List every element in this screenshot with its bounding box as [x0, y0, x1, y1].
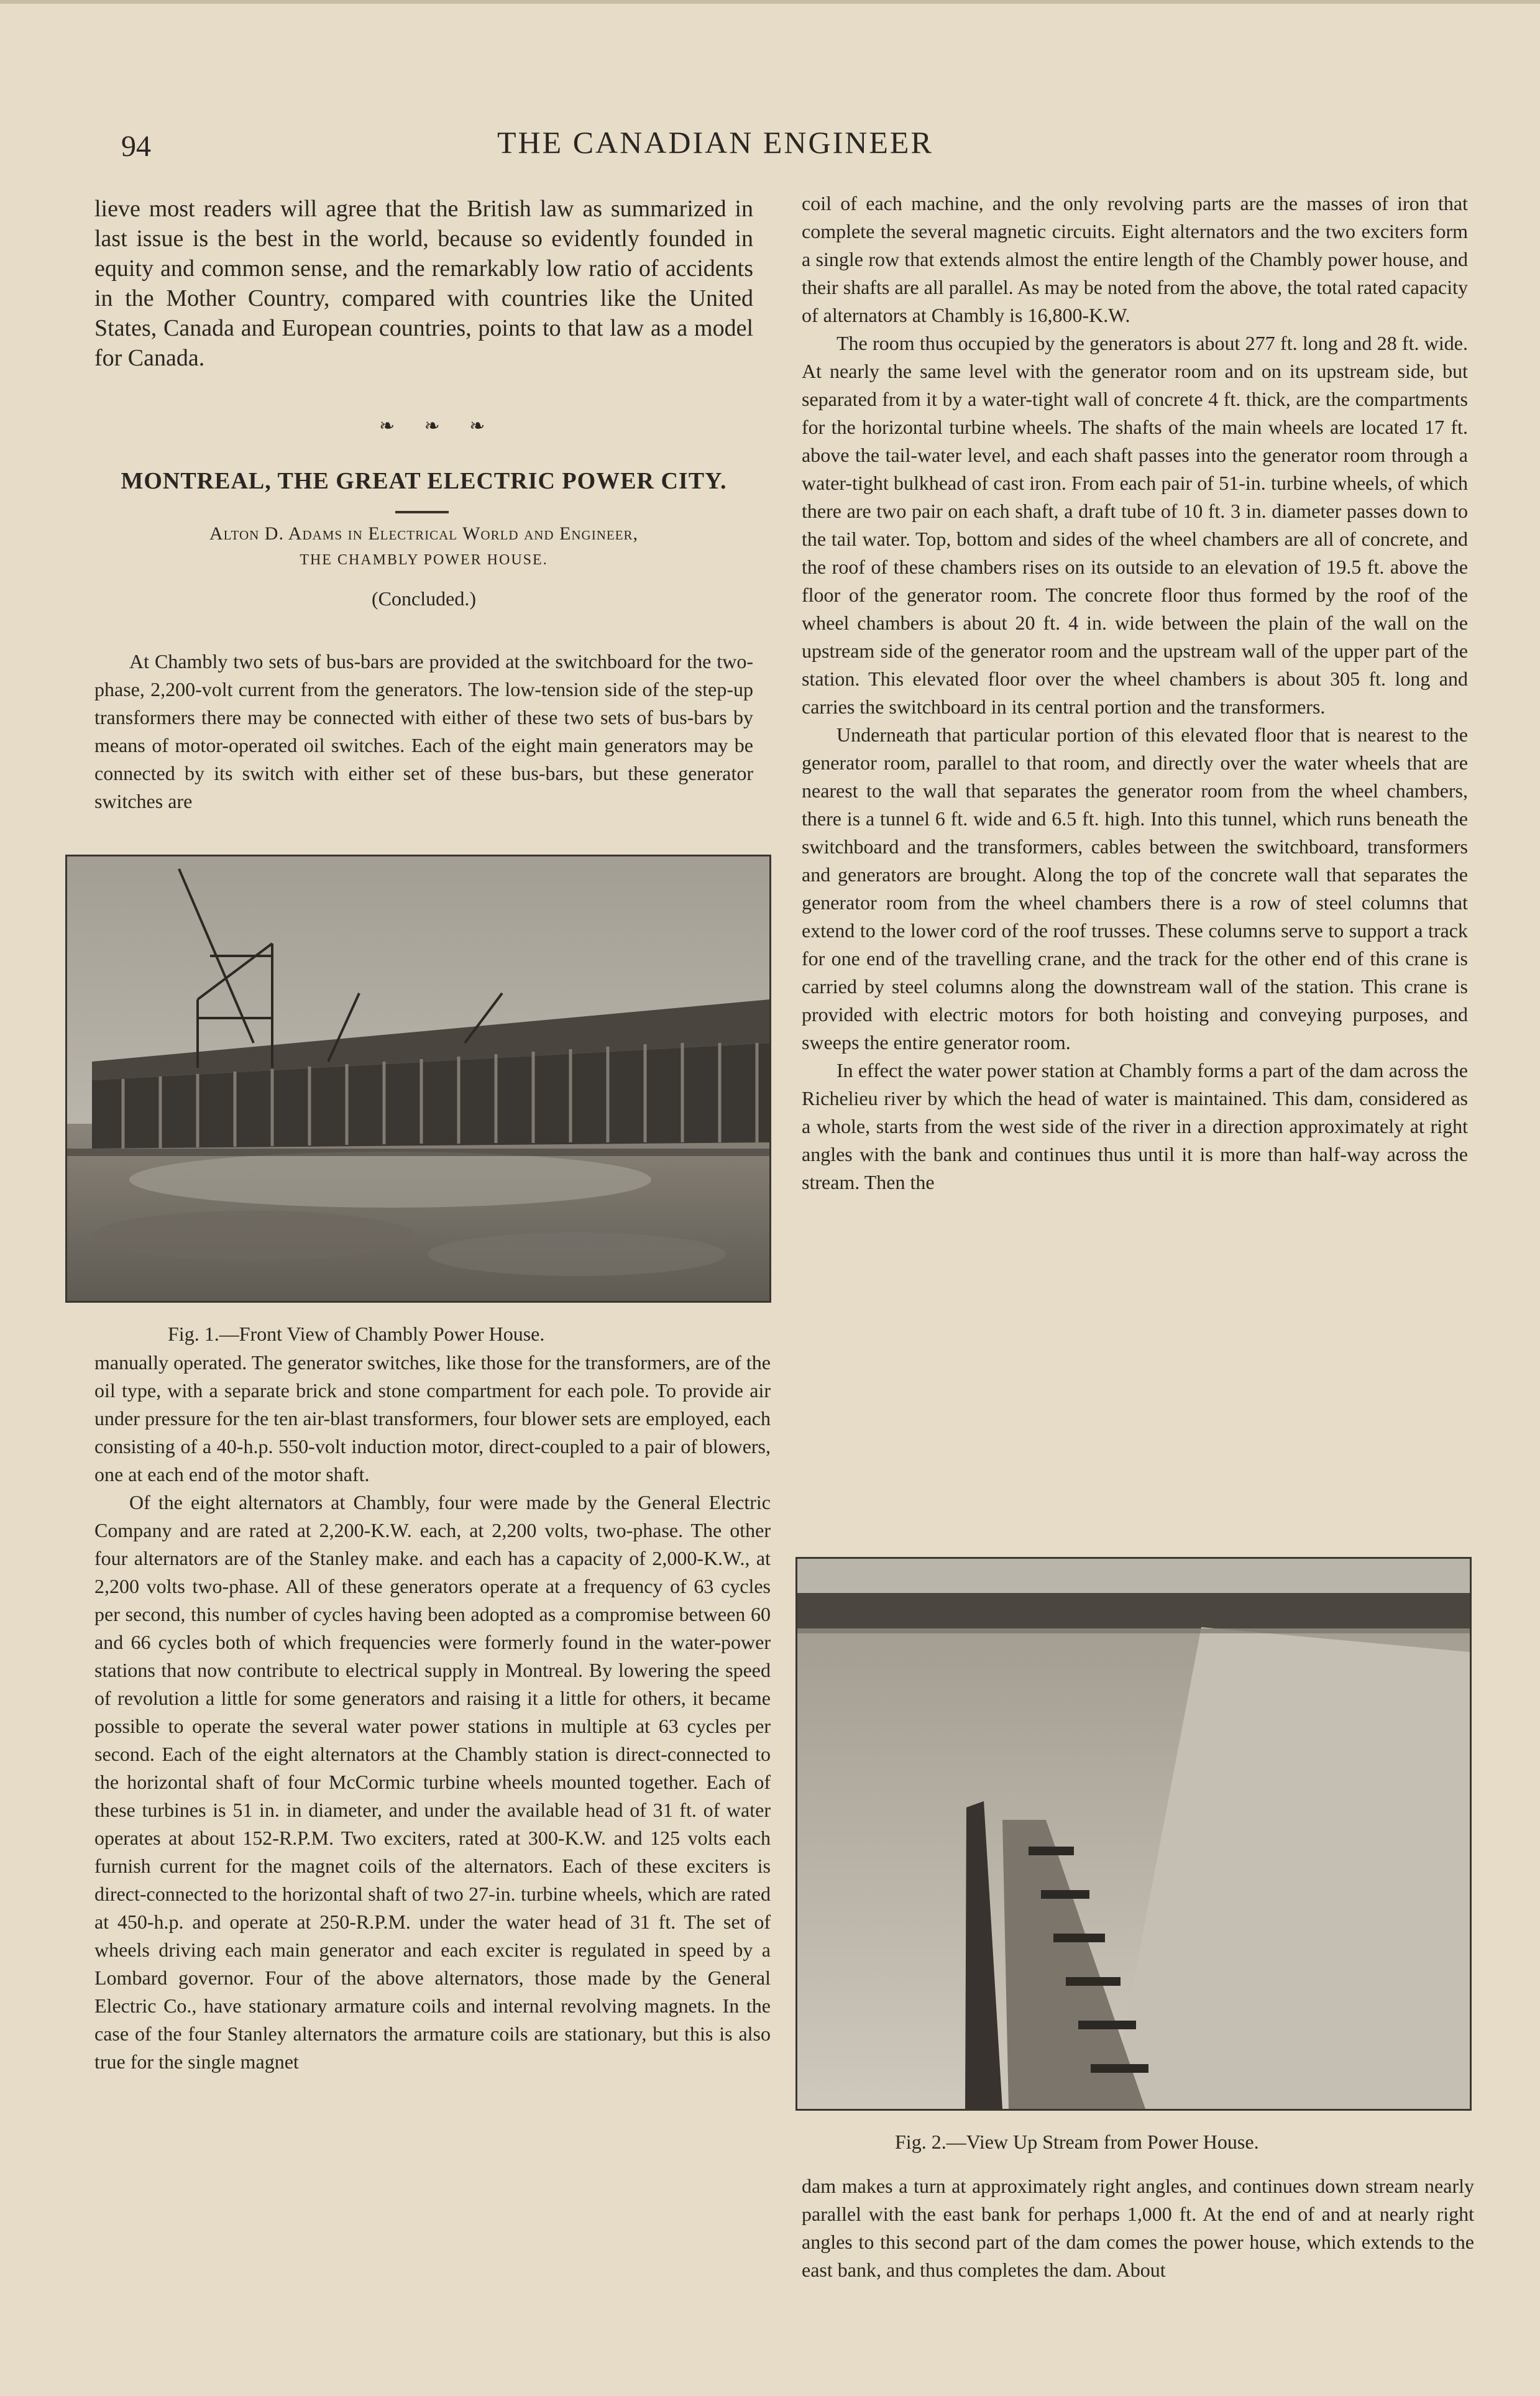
intro-paragraph: lieve most readers will agree that the British law as summarized in last issue is the best in the world, because so evidently founded in equity and common sense, and the remarkably low ratio of accidents in the Mother Country, compared with countries like the United States, Canada and European countries, points to that law as a model for Canada.	[94, 196, 753, 371]
figure-1-photo	[65, 855, 771, 1303]
upstream-view-image	[797, 1559, 1470, 2109]
article-subtitle: THE CHAMBLY POWER HOUSE.	[300, 552, 548, 568]
left-paragraph-2: manually operated. The generator switches, like those for the transformers, are of the oil type, with a separate brick and stone compartment for each pole. To provide air under pressure for the ten air-blast transformers, four blower sets are employed, each consisting of a 40-h.p. 550-volt induction motor, direct-coupled to a pair of blowers, one at each end of the motor shaft.	[94, 1351, 771, 1485]
left-paragraph-1: At Chambly two sets of bus-bars are provided at the switchboard for the two-phase, 2,200-volt current from the generators. The low-tension side of the step-up transformers there may be connected with either of these two sets of bus-bars by means of motor-operated oil switches. Each of the eight main generators may be connected by its switch with either set of these bus-bars, but these generator switches are	[94, 650, 753, 812]
right-paragraph-5: dam makes a turn at approximately right angles, and continues down stream nearly parallel with the east bank for perhaps 1,000 ft. At the end of and at nearly right angles to this second part of the dam comes the power house, which extends to the east bank, and thus completes the dam. About	[802, 2175, 1474, 2281]
right-paragraph-2: The room thus occupied by the generators is about 277 ft. long and 28 ft. wide. At nearly the same level with the generator room and on its upstream side, but separated from it by a water-tight wall of concrete 4 ft. thick, are the compartments for the horizontal turbine wheels. The shafts of the main wheels are located 17 ft. above the tail-water level, and each shaft passes into the generator room through a water-tight bulkhead of cast iron. From each pair of 51-in. turbine wheels, of which there are two pair on each shaft, a draft tube of 10 ft. 3 in. diameter passes down to the tail water. Top, bottom and sides of the wheel chambers are all of concrete, and the roof of these chambers rises on its outside to an elevation of 19.5 ft. above the floor of the generator room. The concrete floor thus formed by the roof of the wheel chambers is about 20 ft. 4 in. wide between the plain of the wall on the upstream side of the generator room and the upstream wall of the upper part of the station. This elevated floor over the wheel chambers is about 305 ft. long and carries the switchboard in its central portion and the transformers.	[802, 332, 1468, 718]
left-column-bottom	[94, 1349, 771, 2076]
intro-text	[94, 194, 753, 373]
right-column-top	[802, 190, 1468, 1196]
right-paragraph-3: Underneath that particular portion of this elevated floor that is nearest to the generator room, parallel to that room, and directly over the water wheels that are nearest to the wall that separates the generator room from the wheel chambers, there is a tunnel 6 ft. wide and 6.5 ft. high. Into this tunnel, which runs beneath the switchboard and the transformers, cables between the switchboard, transformers and generators are brought. Along the top of the concrete wall that separates the generator room from the wheel chambers there is a row of steel columns that extend to the lower cord of the roof trusses. These columns serve to support a track for one end of the travelling crane, and the track for the other end of this crane is carried by steel columns along the downstream wall of the station. This crane is provided with electric motors for both hoisting and conveying purposes, and sweeps the entire generator room.	[802, 723, 1468, 1053]
right-paragraph-4: In effect the water power station at Chambly forms a part of the dam across the Richelieu river by which the head of water is maintained. This dam, considered as a whole, starts from the west side of the river in a direction approximately at right angles with the bank and continues thus until it is more than half-way across the stream. Then the	[802, 1059, 1468, 1193]
figure-1-caption: Fig. 1.—Front View of Chambly Power House.	[168, 1323, 545, 1345]
right-paragraph-1: coil of each machine, and the only revolving parts are the masses of iron that complete the several magnetic circuits. Eight alternators and the two exciters form a single row that extends almost the entire length of the Chambly power house, and their shafts are all parallel. As may be noted from the above, the total rated capacity of alternators at Chambly is 16,800-K.W.	[802, 192, 1468, 326]
journal-title: THE CANADIAN ENGINEER	[497, 125, 933, 160]
right-column-bottom	[802, 2172, 1474, 2284]
figure-2-caption: Fig. 2.—View Up Stream from Power House.	[895, 2131, 1259, 2153]
power-house-front-image	[67, 856, 769, 1301]
left-paragraph-3: Of the eight alternators at Chambly, four were made by the General Electric Company and are rated at 2,200-K.W. each, at 2,200 volts, two-phase. The other four alternators are of the Stanley make. and each has a capacity of 2,000-K.W., at 2,200 volts two-phase. All of these generators operate at a frequency of 63 cycles per second, this number of cycles having been adopted as a compromise between 60 and 66 cycles both of which frequencies were formerly found in the water-power stations that now contribute to electrical supply in Montreal. By lowering the speed of revolution a little for some generators and raising it a little for others, it became possible to operate the several water power stations in multiple at 63 cycles per second. Each of the eight alternators at the Chambly station is direct-connected to the horizontal shaft of four McCormic turbine wheels mounted together. Each of these turbines is 51 in. in diameter, and under the available head of 31 ft. of water operates at about 152-R.P.M. Two exciters, rated at 300-K.W. and 125 volts each furnish current for the magnet coils of the alternators. Each of these exciters is direct-connected to the horizontal shaft of two 27-in. turbine wheels, which are rated at 450-h.p. and operate at 250-R.P.M. under the water head of 31 ft. The set of wheels driving each main generator and each exciter is regulated in speed by a Lombard governor. Four of the above alternators, those made by the General Electric Co., have stationary armature coils and internal revolving magnets. In the case of the four Stanley alternators the armature coils are stationary, but this is also true for the single magnet	[94, 1491, 771, 2073]
article-byline: Alton D. Adams in Electrical World and Engineer,	[209, 523, 639, 544]
top-edge	[0, 0, 1540, 4]
title-rule	[395, 511, 449, 513]
page-number: 94	[121, 130, 151, 163]
section-ornament: ❧ ❧ ❧	[379, 416, 498, 436]
figure-2-photo	[795, 1557, 1472, 2111]
article-note: (Concluded.)	[372, 587, 476, 610]
left-column-top	[94, 648, 753, 815]
article-title: MONTREAL, THE GREAT ELECTRIC POWER CITY.	[121, 468, 727, 494]
